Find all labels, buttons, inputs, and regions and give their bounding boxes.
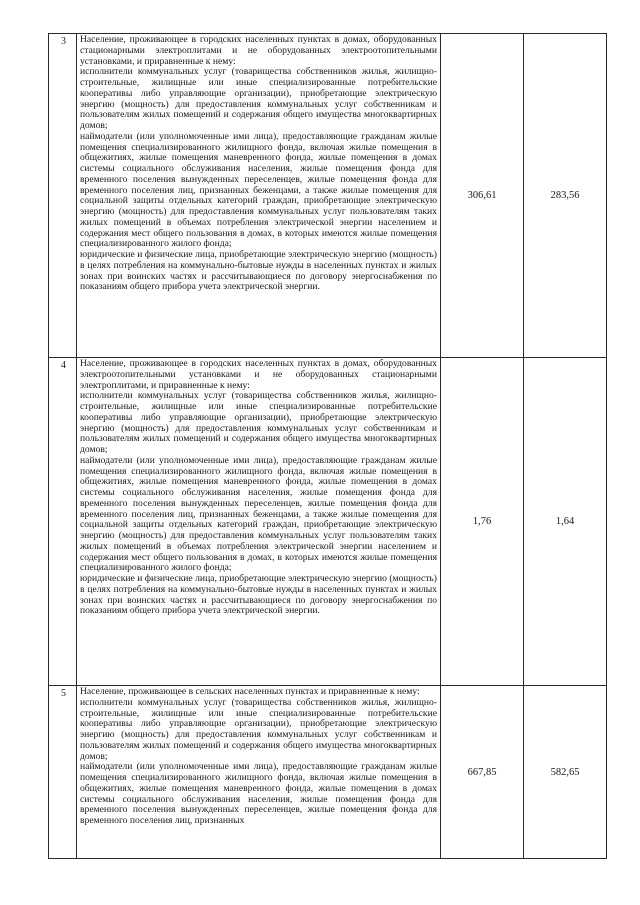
table-row xyxy=(49,34,607,358)
description-paragraph: наймодатели (или уполномоченные ими лица), предоставляющие гражданам жилые помещения специализированного жилищного фонда, включая жилые помещения в общежитиях, жилые помещения маневренного фонда, жилые помещения в домах системы социального обслуживания населения, жилые помещения фонда для временного поселения вынужденных переселенцев, жилые помещения фонда для временного поселения лиц, признанных беженцами, а также жилые помещения для социальной защиты отдельных категорий граждан, приобретающие электрическую энергию (мощность) для предоставления коммунальных услуг пользователям таких жилых помещений в объемах потребления электрической энергии населением и содержания мест общего пользования в домах, в которых имеются жилые помещения специализированного жилого фонда; xyxy=(80,130,437,250)
table-row xyxy=(49,686,607,859)
row-description xyxy=(77,34,441,358)
tariff-value-2: 582,65 xyxy=(524,686,607,859)
description-paragraph: исполнители коммунальных услуг (товарищества собственников жилья, жилищно-строительные, жилищные или иные специализированные потребительские кооперативы либо управляющие организации), приобретающие электрическую энергию (мощность) для предоставления коммунальных услуг собственникам и пользователям жилых помещений и содержания общего имущества многоквартирных домов; xyxy=(80,390,437,455)
row-number: 4 xyxy=(49,358,77,686)
tariff-value-1: 306,61 xyxy=(441,34,524,358)
description-paragraph: юридические и физические лица, приобретающие электрическую энергию (мощность) в целях потребления на коммунально-бытовые нужды в населенных пунктах и жилых зонах при воинских частях и рассчитывающиеся по договору энергоснабжения по показаниям общего прибора учета электрической энергии. xyxy=(80,249,437,293)
description-paragraph: юридические и физические лица, приобретающие электрическую энергию (мощность) в целях потребления на коммунально-бытовые нужды в населенных пунктах и жилых зонах при воинских частях и рассчитывающиеся по договору энергоснабжения по показаниям общего прибора учета электрической энергии. xyxy=(80,573,437,617)
tariff-table xyxy=(48,33,607,859)
description-paragraph: Население, проживающее в городских населенных пунктах в домах, оборудованных стационарными электроплитами и не оборудованных электроотопительными установками, и приравненные к нему: xyxy=(80,34,437,67)
description-paragraph: Население, проживающее в городских населенных пунктах в домах, оборудованных электроотопительными установками и не оборудованных стационарными электроплитами, и приравненные к нему: xyxy=(80,358,437,391)
tariff-value-2: 1,64 xyxy=(524,358,607,686)
tariff-value-2: 283,56 xyxy=(524,34,607,358)
tariff-value-1: 667,85 xyxy=(441,686,524,859)
description-paragraph: Население, проживающее в сельских населенных пунктах и приравненные к нему: xyxy=(80,687,420,697)
row-description xyxy=(77,686,441,859)
tariff-value-1: 1,76 xyxy=(441,358,524,686)
description-paragraph: исполнители коммунальных услуг (товарищества собственников жилья, жилищно-строительные, жилищные или иные специализированные потребительские кооперативы либо управляющие организации), приобретающие электрическую энергию (мощность) для предоставления коммунальных услуг собственникам и пользователям жилых помещений и содержания общего имущества многоквартирных домов; xyxy=(80,66,437,131)
row-number: 3 xyxy=(49,34,77,358)
description-paragraph: наймодатели (или уполномоченные ими лица), предоставляющие гражданам жилые помещения специализированного жилищного фонда, включая жилые помещения в общежитиях, жилые помещения маневренного фонда, жилые помещения в домах системы социального обслуживания населения, жилые помещения фонда для временного поселения вынужденных переселенцев, жилые помещения фонда для временного поселения лиц, признанных xyxy=(80,761,437,826)
description-paragraph: наймодатели (или уполномоченные ими лица), предоставляющие гражданам жилые помещения специализированного жилищного фонда, включая жилые помещения в общежитиях, жилые помещения маневренного фонда, жилые помещения в домах системы социального обслуживания населения, жилые помещения фонда для временного поселения вынужденных переселенцев, жилые помещения фонда для временного поселения лиц, признанных беженцами, а также жилые помещения для социальной защиты отдельных категорий граждан, приобретающие электрическую энергию (мощность) для предоставления коммунальных услуг пользователям таких жилых помещений в объемах потребления электрической энергии населением и содержания мест общего пользования в домах, в которых имеются жилые помещения специализированного жилого фонда; xyxy=(80,454,437,574)
table-row xyxy=(49,358,607,686)
row-number: 5 xyxy=(49,686,77,859)
row-description xyxy=(77,358,441,686)
description-paragraph: исполнители коммунальных услуг (товарищества собственников жилья, жилищно-строительные, жилищные или иные специализированные потребительские кооперативы либо управляющие организации), приобретающие электрическую энергию (мощность) для предоставления коммунальных услуг собственникам и пользователям жилых помещений и содержания общего имущества многоквартирных домов; xyxy=(80,696,437,762)
